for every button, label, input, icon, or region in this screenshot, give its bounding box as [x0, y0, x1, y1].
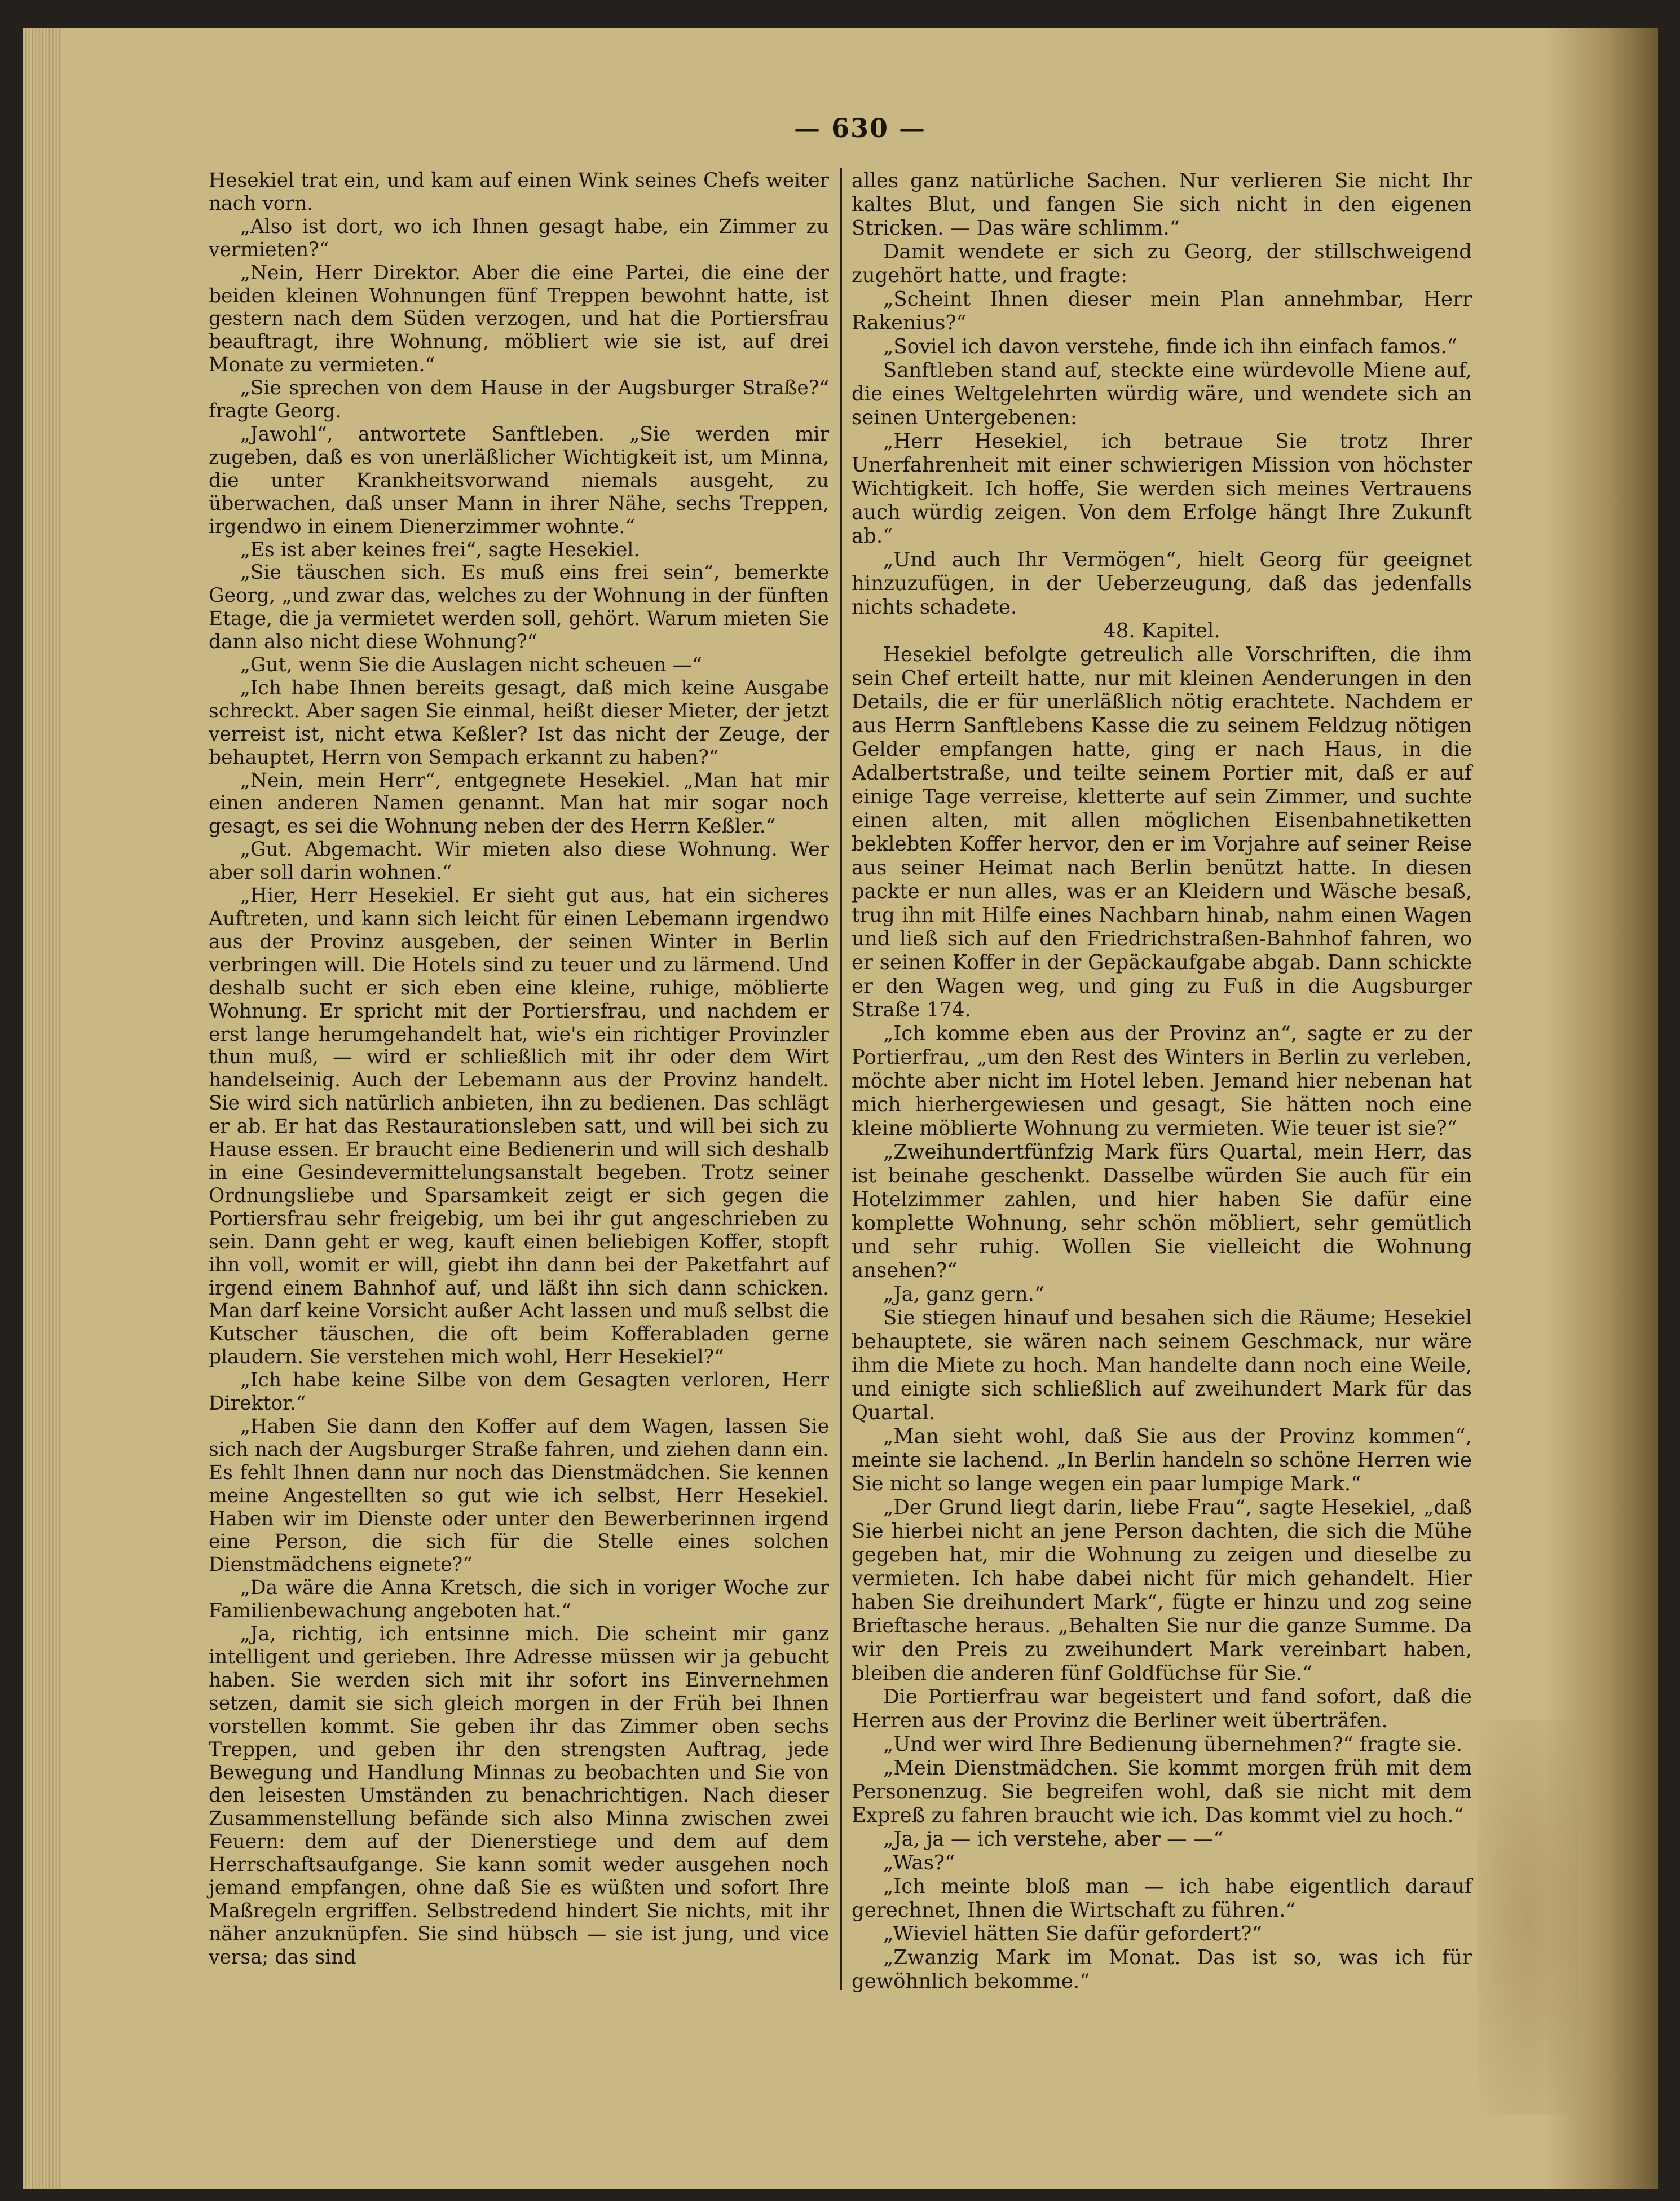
page-stain	[1478, 1720, 1579, 2115]
paragraph: Sanftleben stand auf, steckte eine würdevolle Miene auf, die eines Weltgelehrten würdig wäre, und wendete sich an seinen Untergebenen:	[852, 359, 1472, 429]
paragraph: „Gut, wenn Sie die Auslagen nicht scheuen —“	[240, 654, 702, 677]
paragraph: „Sie sprechen von dem Hause in der Augsburger Straße?“ fragte Georg.	[209, 377, 829, 423]
paragraph: „Sie täuschen sich. Es muß eins frei sein“, bemerkte Georg, „und zwar das, welches zu der Wohnung in der fünften Etage, die ja vermietet werden soll, gehört. Warum mieten Sie dann also nicht diese Wohnung?“	[209, 561, 829, 654]
paragraph: „Und auch Ihr Vermögen“, hielt Georg für geeignet hinzuzufügen, in der Ueberzeugung, daß das jedenfalls nichts schadete.	[852, 548, 1472, 619]
paragraph: „Nein, Herr Direktor. Aber die eine Partei, die eine der beiden kleinen Wohnungen fünf Treppen bewohnt hatte, ist gestern nach dem Süden verzogen, und hat die Portiersfrau beauftragt, ihre Wohnung, möbliert wie sie ist, auf drei Monate zu vermieten.“	[209, 261, 829, 377]
paragraph: „Herr Hesekiel, ich betraue Sie trotz Ihrer Unerfahrenheit mit einer schwierigen Mission von höchster Wichtigkeit. Ich hoffe, Sie werden sich meines Vertrauens auch würdig zeigen. Von dem Erfolge hängt Ihre Zukunft ab.“	[852, 430, 1472, 548]
paragraph: „Ich habe keine Silbe von dem Gesagten verloren, Herr Direktor.“	[209, 1369, 829, 1415]
paragraph: „Wieviel hätten Sie dafür gefordert?“	[883, 1922, 1262, 1945]
paragraph: „Ich komme eben aus der Provinz an“, sagte er zu der Portierfrau, „um den Rest des Winters in Berlin zu verleben, möchte aber nicht im Hotel leben. Jemand hier nebenan hat mich hierhergewiesen und gesagt, Sie hätten noch eine kleine möblierte Wohnung zu vermieten. Wie teuer ist sie?“	[852, 1022, 1472, 1140]
paragraph: Die Portierfrau war begeistert und fand sofort, daß die Herren aus der Provinz die Berliner weit überträfen.	[852, 1685, 1472, 1732]
paragraph: Sie stiegen hinauf und besahen sich die Räume; Hesekiel behauptete, sie wären nach seinem Geschmack, nur wäre ihm die Miete zu hoch. Man handelte dann noch eine Weile, und einigte sich schließlich auf zweihundert Mark für das Quartal.	[852, 1306, 1472, 1424]
paragraph: „Hier, Herr Hesekiel. Er sieht gut aus, hat ein sicheres Auftreten, und kann sich leicht für einen Lebemann irgendwo aus der Provinz ausgeben, der seinen Winter in Berlin verbringen will. Die Hotels sind zu teuer und zu lärmend. Und deshalb sucht er sich eben eine kleine, ruhige, möblierte Wohnung. Er spricht mit der Portiersfrau, und nachdem er erst lange herumgehandelt hat, wie's ein richtiger Provinzler thun muß, — wird er schließlich mit ihr oder dem Wirt handelseinig. Auch der Lebemann aus der Provinz handelt. Sie wird sich natürlich anbieten, ihn zu bedienen. Das schlägt er ab. Er hat das Restaurationsleben satt, und will bei sich zu Hause essen. Er braucht eine Bedienerin und will sich deshalb in eine Gesindevermittelungsanstalt begeben. Trotz seiner Ordnungsliebe und Sparsamkeit zeigt er sich gegen die Portiersfrau sehr freigebig, um bei ihr gut angeschrieben zu sein. Dann geht er weg, kauft einen beliebigen Koffer, stopft ihn voll, womit er will, giebt ihn dann bei der Paketfahrt auf irgend einem Bahnhof auf, und läßt ihn sich dann schicken. Man darf keine Vorsicht außer Acht lassen und muß selbst die Kutscher täuschen, die oft beim Kofferabladen gerne plaudern. Sie verstehen mich wohl, Herr Hesekiel?“	[209, 884, 829, 1369]
chapter-heading: 48. Kapitel.	[1103, 619, 1220, 642]
paragraph: „Ich meinte bloß man — ich habe eigentlich darauf gerechnet, Ihnen die Wirtschaft zu führen.“	[852, 1875, 1472, 1922]
paragraph: „Ja, richtig, ich entsinne mich. Die scheint mir ganz intelligent und gerieben. Ihre Adresse müssen wir ja gebucht haben. Sie werden sich mit ihr sofort ins Einvernehmen setzen, damit sie sich gleich morgen in der Früh bei Ihnen vorstellen kommt. Sie geben ihr das Zimmer oben sechs Treppen, und geben ihr den strengsten Auftrag, jede Bewegung und Handlung Minnas zu beobachten und Sie von den leisesten Umständen zu benachrichtigen. Nach dieser Zusammenstellung befände sich also Minna zwischen zwei Feuern: dem auf der Dienerstiege und dem auf dem Herrschaftsaufgange. Sie kann somit weder ausgehen noch jemand empfangen, ohne daß Sie es wüßten und sofort Ihre Maßregeln ergriffen. Selbstredend hindert Sie nichts, mit ihr näher anzuknüpfen. Sie sind hübsch — sie ist jung, und vice versa; das sind	[209, 1623, 829, 1969]
paragraph: „Also ist dort, wo ich Ihnen gesagt habe, ein Zimmer zu vermieten?“	[209, 215, 829, 261]
paragraph: „Gut. Abgemacht. Wir mieten also diese Wohnung. Wer aber soll darin wohnen.“	[209, 838, 829, 884]
paragraph: Hesekiel trat ein, und kam auf einen Wink seines Chefs weiter nach vorn.	[209, 169, 829, 215]
paragraph: „Haben Sie dann den Koffer auf dem Wagen, lassen Sie sich nach der Augsburger Straße fahren, und ziehen dann ein. Es fehlt Ihnen dann nur noch das Dienstmädchen. Sie kennen meine Angestellten so gut wie ich selbst, Herr Hesekiel. Haben wir im Dienste oder unter den Bewerberinnen irgend eine Person, die sich für die Stelle eines solchen Dienstmädchens eignete?“	[209, 1415, 829, 1577]
paragraph: „Soviel ich davon verstehe, finde ich ihn einfach famos.“	[883, 335, 1457, 358]
paragraph: „Es ist aber keines frei“, sagte Hesekiel.	[240, 538, 640, 561]
page-edges	[23, 28, 62, 2189]
paragraph: „Scheint Ihnen dieser mein Plan annehmbar, Herr Rakenius?“	[852, 288, 1472, 334]
paragraph: „Nein, mein Herr“, entgegnete Hesekiel. „Man hat mir einen anderen Namen genannt. Man hat mir sogar noch gesagt, es sei die Wohnung neben der des Herrn Keßler.“	[209, 769, 829, 838]
paragraph: „Mein Dienstmädchen. Sie kommt morgen früh mit dem Personenzug. Sie begreifen wohl, daß sie nicht mit dem Expreß zu fahren braucht wie ich. Das kommt viel zu hoch.“	[852, 1757, 1472, 1827]
paragraph: „Zweihundertfünfzig Mark fürs Quartal, mein Herr, das ist beinahe geschenkt. Dasselbe würden Sie auch für ein Hotelzimmer zahlen, und hier haben Sie dafür eine komplette Wohnung, sehr schön möbliert, sehr gemütlich und sehr ruhig. Wollen Sie vielleicht die Wohnung ansehen?“	[852, 1141, 1472, 1282]
right-text-column	[852, 169, 1472, 1993]
paragraph: „Ja, ja — ich verstehe, aber — —“	[883, 1828, 1224, 1851]
paragraph: „Und wer wird Ihre Bedienung übernehmen?“ fragte sie.	[883, 1733, 1463, 1756]
paragraph: „Jawohl“, antwortete Sanftleben. „Sie werden mir zugeben, daß es von unerläßlicher Wichtigkeit ist, um Minna, die unter Krankheitsvorwand niemals ausgeht, zu überwachen, daß unser Mann in ihrer Nähe, sechs Treppen, irgendwo in einem Dienerzimmer wohnte.“	[209, 422, 829, 538]
paragraph: „Ja, ganz gern.“	[883, 1283, 1045, 1306]
paragraph: „Ich habe Ihnen bereits gesagt, daß mich keine Ausgabe schreckt. Aber sagen Sie einmal, heißt dieser Mieter, der jetzt verreist ist, nicht etwa Keßler? Ist das nicht der Zeuge, der behauptet, Herrn von Sempach erkannt zu haben?“	[209, 676, 829, 769]
paragraph: Damit wendete er sich zu Georg, der stillschweigend zugehört hatte, und fragte:	[852, 240, 1472, 287]
paragraph: „Was?“	[883, 1851, 955, 1874]
page-number: — 630 —	[793, 113, 927, 143]
paragraph: „Man sieht wohl, daß Sie aus der Provinz kommen“, meinte sie lachend. „In Berlin handeln so schöne Herren wie Sie nicht so lange wegen ein paar lumpige Mark.“	[852, 1425, 1472, 1495]
column-divider	[840, 168, 842, 1990]
paragraph: „Zwanzig Mark im Monat. Das ist so, was ich für gewöhnlich bekomme.“	[852, 1946, 1472, 1993]
paragraph: „Da wäre die Anna Kretsch, die sich in voriger Woche zur Familienbewachung angeboten hat.“	[209, 1577, 829, 1623]
paragraph: Hesekiel befolgte getreulich alle Vorschriften, die ihm sein Chef erteilt hatte, nur mit kleinen Aenderungen in den Details, die er für unerläßlich nötig erachtete. Nachdem er aus Herrn Sanftlebens Kasse die zu seinem Feldzug nötigen Gelder empfangen hatte, ging er nach Haus, in die Adalbertstraße, und teilte seinem Portier mit, daß er auf einige Tage verreise, kletterte auf sein Zimmer, und suchte einen alten, mit allen möglichen Eisenbahnetiketten beklebten Koffer hervor, den er im Vorjahre auf seiner Reise aus seiner Heimat nach Berlin benützt hatte. In diesen packte er nun alles, was er an Kleidern und Wäsche besaß, trug ihn mit Hilfe eines Nachbarn hinab, nahm einen Wagen und ließ sich auf den Friedrichstraßen-Bahnhof fahren, wo er seinen Koffer in der Gepäckaufgabe abgab. Dann schickte er den Wagen weg, und ging zu Fuß in die Augsburger Straße 174.	[852, 643, 1472, 1022]
left-text-column	[209, 169, 829, 1969]
paragraph: alles ganz natürliche Sachen. Nur verlieren Sie nicht Ihr kaltes Blut, und fangen Sie sich nicht in den eigenen Stricken. — Das wäre schlimm.“	[852, 169, 1472, 240]
paragraph: „Der Grund liegt darin, liebe Frau“, sagte Hesekiel, „daß Sie hierbei nicht an jene Person dachten, die sich die Mühe gegeben hat, mir die Wohnung zu zeigen und dieselbe zu vermieten. Ich habe dabei nicht für mich gehandelt. Hier haben Sie dreihundert Mark“, fügte er hinzu und zog seine Brieftasche heraus. „Behalten Sie nur die ganze Summe. Da wir den Preis zu zweihundert Mark vereinbart haben, bleiben die anderen fünf Goldfüchse für Sie.“	[852, 1496, 1472, 1685]
